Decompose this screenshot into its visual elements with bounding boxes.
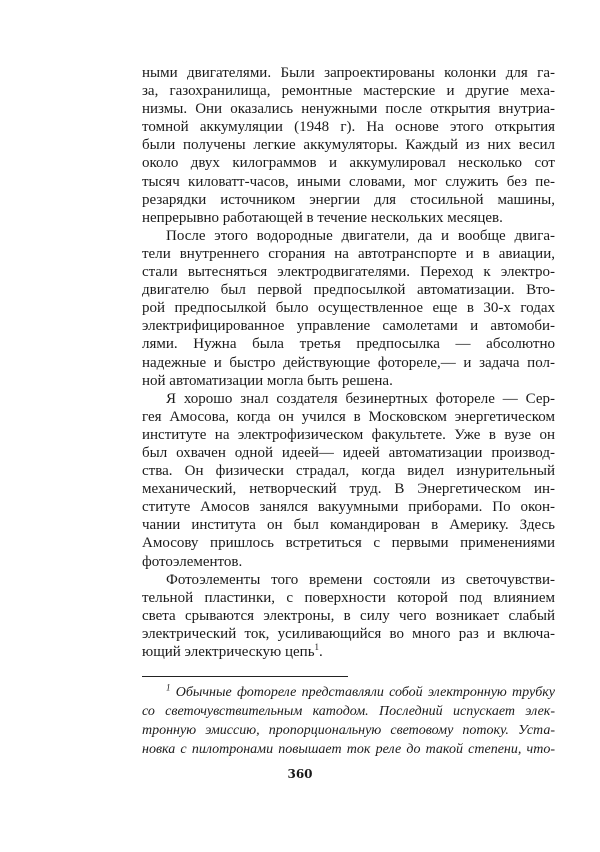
- footnote-line: [142, 683, 555, 702]
- line-text: Я хорошо знал создателя безинертных фотореле — Сер-: [166, 390, 555, 407]
- text-line: [142, 426, 555, 444]
- text-line: [142, 209, 555, 227]
- line-text: тысяч киловатт-часов, иными словами, мог служить без пе-: [142, 173, 555, 190]
- footnote-divider: [142, 676, 348, 677]
- line-text: за, газохранилища, ремонтные мастерские и другие меха-: [142, 83, 555, 100]
- text-line: [142, 154, 555, 172]
- line-text: рой предпосылкой было осуществленное еще в 30-х годах: [142, 300, 555, 317]
- line-text: После этого водородные двигатели, да и вообще двига-: [166, 227, 555, 244]
- line-text: фотоэлементов.: [142, 553, 243, 570]
- line-text: лями. Нужна была третья предпосылка — абсолютно: [142, 336, 555, 353]
- line-text: непрерывно работающей в течение нескольких месяцев.: [142, 209, 503, 226]
- line-text: институте на электрофизическом факультете. Уже в вузе он: [142, 426, 555, 443]
- text-line: [142, 118, 555, 136]
- line-text: Фотоэлементы того времени состояли из светочувстви-: [166, 571, 555, 588]
- line-text: ной автоматизации могла быть решена.: [142, 372, 393, 389]
- paragraph: [142, 227, 555, 390]
- text-line: [142, 625, 555, 643]
- text-line: ющий электрическую цепь$^1$.: [142, 642, 323, 660]
- text-line: [142, 64, 555, 82]
- text-line: [142, 480, 555, 498]
- footnote-text: Обычные фотореле представляли собой электронную трубку: [175, 685, 555, 700]
- footnote-reference[interactable]: 1: [314, 642, 320, 652]
- line-text: ными двигателями. Были запроектированы колонки для га-: [142, 65, 555, 81]
- footnote-marker: 1: [166, 682, 171, 693]
- text-line: [142, 444, 555, 462]
- text-line: [142, 372, 555, 390]
- footnote-line: [142, 740, 555, 759]
- footnote-line: [142, 702, 555, 721]
- main-text: [142, 64, 555, 661]
- footnote-text: со светочувствительным катодом. Последний испускает элек-: [142, 704, 555, 719]
- text-line: [142, 498, 555, 516]
- text-line: [142, 191, 555, 209]
- text-line: [142, 589, 555, 607]
- text-line: [142, 100, 555, 118]
- line-text: резарядки источником энергии для стосильной машины,: [142, 191, 555, 208]
- text-line: [142, 607, 555, 625]
- line-text: надежные и быстро действующие фотореле,— и задача пол-: [142, 354, 555, 371]
- line-text: был охвачен одной идеей— идеей автоматизации производ-: [142, 444, 555, 461]
- text-line: [142, 408, 555, 426]
- line-text: двигателю был первой предпосылкой автоматизации. Вто-: [142, 282, 555, 299]
- line-text: были получены легкие аккумуляторы. Каждый из них весил: [142, 137, 555, 154]
- line-text: Амосову пришлось встретиться с первыми применениями: [142, 535, 555, 552]
- footnote-line: [142, 721, 555, 740]
- text-line: [142, 317, 555, 335]
- line-text: низмы. Они оказались ненужными после открытия внутриа-: [142, 101, 555, 118]
- text-line: [142, 571, 555, 589]
- text-line: [142, 136, 555, 154]
- text-line: [142, 516, 555, 534]
- line-text: электрифицированное управление самолетами и автомоби-: [142, 318, 555, 335]
- text-line: [142, 462, 555, 480]
- line-text: около двух килограммов и аккумулировал несколько сот: [142, 155, 555, 172]
- line-text: чании института он был командирован в Америку. Здесь: [142, 517, 555, 534]
- footnote-text: новка с пилотронами повышает ток реле до такой степени, что-: [142, 742, 555, 757]
- page-number: 360: [287, 767, 313, 781]
- line-text: ституте Амосов занялся вакуумными приборами. По окон-: [142, 499, 555, 516]
- line-text: ства. Он физически страдал, когда видел изнурительный: [142, 463, 555, 480]
- text-line: [142, 82, 555, 100]
- text-line: [142, 390, 555, 408]
- footnote-text: тронную эмиссию, пропорциональную световому потоку. Уста-: [142, 723, 555, 738]
- line-text: ющий электрическую цепь: [142, 644, 315, 660]
- line-text: электрический ток, усиливающийся во много раз и включа-: [142, 625, 555, 642]
- text-line: [142, 534, 555, 552]
- paragraph: [142, 390, 555, 571]
- line-text: света срываются электроны, в силу чего возникает слабый: [142, 607, 555, 624]
- paragraph: [142, 64, 555, 227]
- line-text: механический, нетворческий труд. В Энергетическом ин-: [142, 481, 555, 498]
- text-line: [142, 335, 555, 353]
- line-text: тели внутреннего сгорания на автотранспорте и в авиации,: [142, 245, 555, 262]
- text-line: [142, 245, 555, 263]
- line-text: томной аккумуляции (1948 г). На основе этого открытия: [142, 119, 555, 136]
- text-line: [142, 281, 555, 299]
- footnote: [142, 683, 555, 759]
- text-line: [142, 299, 555, 317]
- line-text: тельной пластинки, с поверхности которой под влиянием: [142, 589, 555, 606]
- line-text: гея Амосова, когда он учился в Московском энергетическом: [142, 408, 555, 425]
- paragraph: [142, 571, 555, 661]
- text-line: [142, 553, 555, 571]
- text-line: [142, 173, 555, 191]
- text-line: [142, 227, 555, 245]
- text-line: [142, 354, 555, 372]
- text-line: [142, 263, 555, 281]
- line-text: стали вытесняться электродвигателями. Переход к электро-: [142, 264, 555, 281]
